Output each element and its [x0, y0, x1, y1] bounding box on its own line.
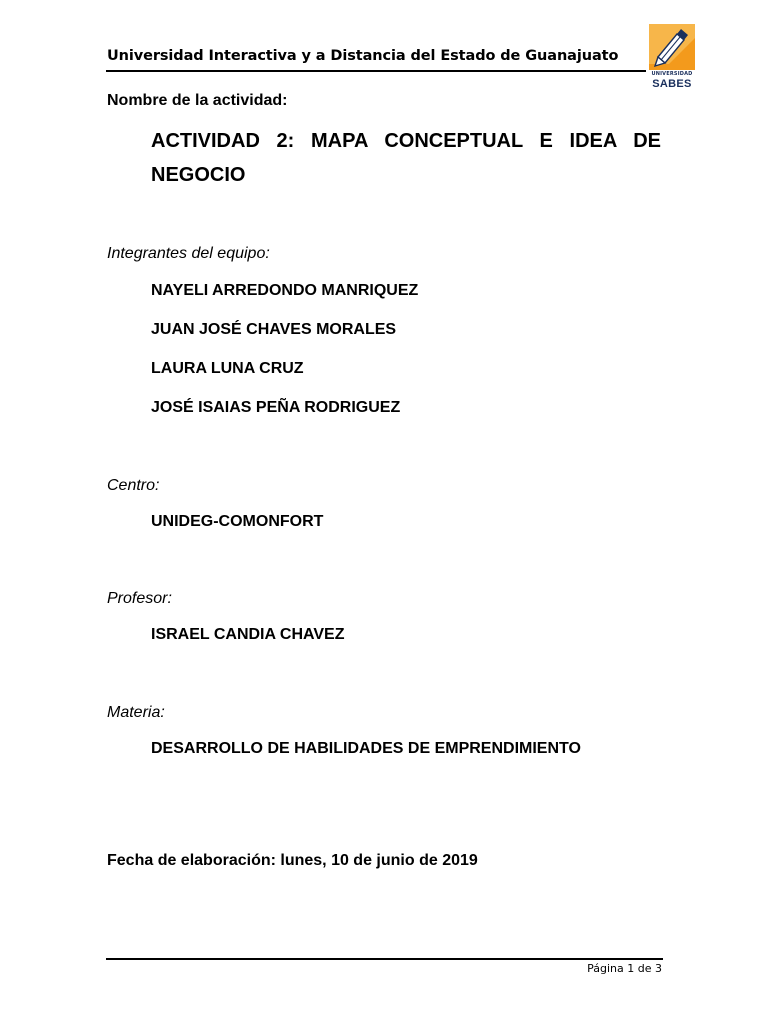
sabes-logo — [646, 24, 698, 92]
team-member: NAYELI ARREDONDO MANRIQUEZ — [151, 282, 419, 299]
date-line: Fecha de elaboración: lunes, 10 de junio de 2019 — [107, 852, 478, 869]
team-member: LAURA LUNA CRUZ — [151, 360, 304, 377]
sabes-pencil-logo-icon — [649, 24, 695, 70]
page-number: Página 1 de 3 — [587, 962, 662, 975]
subject-label: Materia: — [107, 704, 165, 721]
header-divider — [106, 70, 646, 72]
team-member: JOSÉ ISAIAS PEÑA RODRIGUEZ — [151, 399, 401, 416]
activity-title: ACTIVIDAD 2: MAPA CONCEPTUAL E IDEA DE NEGOCIO — [151, 130, 661, 186]
subject-value: DESARROLLO DE HABILIDADES DE EMPRENDIMIENTO — [151, 740, 581, 757]
center-value: UNIDEG-COMONFORT — [151, 513, 324, 530]
team-member: JUAN JOSÉ CHAVES MORALES — [151, 321, 397, 338]
professor-value: ISRAEL CANDIA CHAVEZ — [151, 626, 345, 643]
institution-name: Universidad Interactiva y a Distancia del Estado de Guanajuato — [107, 48, 619, 64]
team-label: Integrantes del equipo: — [107, 245, 270, 262]
activity-label: Nombre de la actividad: — [107, 92, 288, 109]
logo-line1: UNIVERSIDAD — [651, 71, 693, 77]
logo-line2: SABES — [652, 78, 692, 90]
footer-divider — [106, 958, 663, 960]
center-label: Centro: — [107, 477, 160, 494]
professor-label: Profesor: — [107, 590, 172, 607]
